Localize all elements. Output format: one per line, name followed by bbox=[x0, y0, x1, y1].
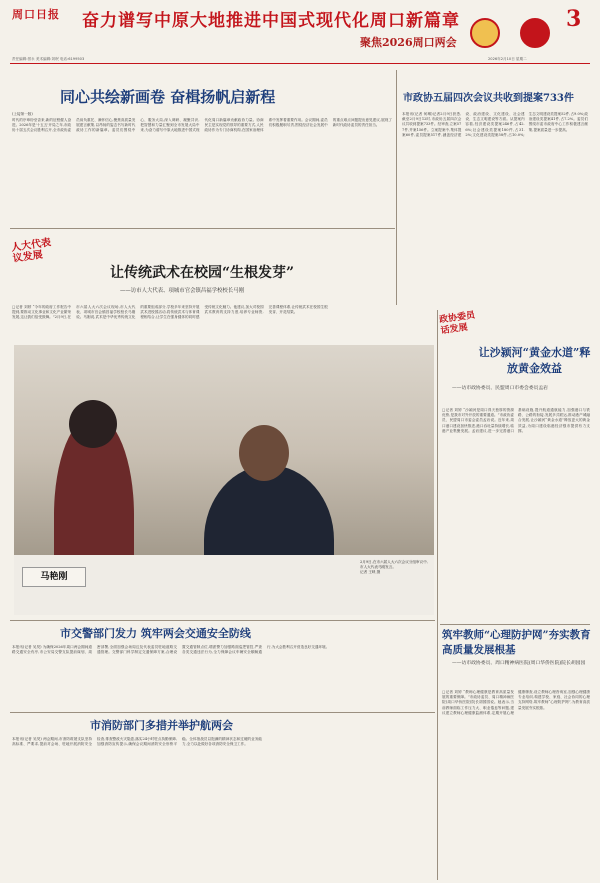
section-subtitle: 聚焦2026周口两会 bbox=[360, 36, 457, 49]
tag-line: 人大代表 bbox=[10, 237, 52, 254]
cppcc-emblem-icon bbox=[520, 18, 550, 48]
article6-title: 市交警部门发力 筑牢两会交通安全防线 bbox=[60, 627, 251, 640]
article1-intro: (上接第一版) bbox=[12, 112, 33, 116]
photo-caption: 2月9日,在市六届人大六次会议分组审议中,市人大代表马刚发言。 记者 王映 摄 bbox=[360, 560, 428, 574]
article4-subtitle: ——访市政协委员、民盟周口市委会委员孟岩 bbox=[452, 386, 548, 391]
tag-line: 话发展 bbox=[440, 322, 469, 337]
article1-title: 同心共绘新画卷 奋楫扬帆启新程 bbox=[60, 88, 276, 106]
author-line: □记者 刘婷 bbox=[442, 408, 462, 412]
article7-body bbox=[12, 737, 432, 877]
article5-text: “教师心理健康是教育高质量发展的重要保障。”市政协委员、周口精神病医院(周口华侨医院)院长胡园园说。她表示,当前教师面临工作压力大、职业倦怠等问题,建议建立教师心理健康监测体系,定期开展心理健康筛查,设立教师心理咨询室,加强心理健康专业培训,构建学校、家庭、社会协同的心理支持网络,筑牢教师“心理防护网”,为教育高质量发展夯实根基。 bbox=[442, 690, 590, 715]
newspaper-logo: 周口日报 bbox=[12, 8, 60, 21]
section-rule bbox=[10, 228, 395, 229]
article6-body bbox=[12, 645, 432, 707]
article6-text: 为确保2026年周口两会期间道路交通安全有序,市公安局交警支队提前谋划、周密部署,全面加强会场周边及代表委员驻地道路交通管理。交警部门科学制定交通保障方案,合理设置交通管制点位,增派警力加强路面巡逻管控,严查各类交通违法行为,全力保障会议车辆安全顺畅通行,为大会胜利召开营造良好交通环境。 bbox=[12, 645, 330, 655]
article3-title: 让传统武术在校园“生根发芽” bbox=[110, 265, 295, 281]
section-tag-npc bbox=[11, 237, 54, 264]
author-line: □记者 刘婷 bbox=[442, 690, 462, 694]
article5-subtitle: ——访市政协委员、周口精神病医院(周口华侨医院)院长胡园园 bbox=[452, 661, 586, 666]
article1-body: 时代的序章纷至沓来,新的征程催人奋进。2026年是'十五五'开局之年,市政协十届五次会议胜利召开,全市政协委员肩负重托、满怀信心,聚焦高质量发展建言献策,以昂扬的姿态书写新时代政协工作的新篇章。委员们围绕中心、服务大局,深入调研、凝聚共识,把智慧和力量汇聚到全市发展大局中来,为奋力谱写中原大地推进中国式现代化周口新篇章贡献政协力量。协商民主是实现党的领导的重要方式,人民政协作为专门协商机构,在国家治理体系中发挥着重要作用。会议期间,委员们积极履职尽责,围绕经济社会发展中的重点难点问题提出意见建议,展现了新时代政协委员的责任担当。 bbox=[12, 118, 392, 133]
national-emblem-icon bbox=[470, 18, 500, 48]
issue-date: 2026年2月10日 星期二 bbox=[488, 57, 527, 61]
page-number: 3 bbox=[566, 6, 582, 32]
author-line: □记者 刘婷 bbox=[12, 305, 32, 309]
nameplate: 马艳刚 bbox=[22, 567, 86, 587]
photo-person bbox=[69, 400, 117, 448]
author-line: 本报讯(记者 吴昊) bbox=[12, 737, 42, 741]
article7-text: 两会期间,市消防救援支队坚持高标准、严要求,提前对会场、驻地开展消防安全检查,排查整改火灾隐患,落实24小时驻点执勤保障,加强消防宣传提示,确保会议期间消防安全形势平稳。全体指战员以饱满的精神状态和过硬的业务能力,全力以赴做好各项消防安全保卫工作。 bbox=[12, 737, 262, 747]
tag-line: 议发展 bbox=[12, 249, 44, 265]
article4-body bbox=[442, 408, 590, 620]
article3-body bbox=[12, 305, 392, 341]
article5-body bbox=[442, 690, 590, 878]
column-divider bbox=[396, 70, 397, 305]
section-rule bbox=[10, 712, 435, 713]
article4-title: 让沙颍河“黄金水道”释放黄金效益 bbox=[478, 346, 591, 375]
masthead-rule bbox=[10, 63, 590, 64]
page-banner: 奋力谱写中原大地推进中国式现代化周口新篇章 bbox=[82, 11, 460, 31]
section-rule bbox=[10, 620, 435, 621]
article3-text: “今年的政府工作报告中提到,要推动文化事业和文化产业繁荣发展,这让我们倍受鼓舞。”2月9日,在市六届人大六次会议现场,市人大代表、项城市官会镇昌福学校校长马刚说。马刚说,武术是中华优秀传统文化的重要组成部分,学校多年来坚持开展武术进校园活动,将传统武术与体育课程相结合,让学生在强身健体的同时感受传统文化魅力。他建议,加大对校园武术教育的支持力度,培养专业师资,完善课程体系,让传统武术在校园生根发芽、开花结果。 bbox=[12, 305, 328, 320]
editor-line: 责任编辑:蔡永 美术编辑:刘珉 电话:6199503 bbox=[12, 57, 85, 61]
column-divider bbox=[437, 310, 438, 880]
tag-line: 政协委员 bbox=[438, 310, 476, 326]
section-rule bbox=[440, 624, 590, 625]
article7-title: 市消防部门多措并举护航两会 bbox=[90, 719, 233, 732]
article2-title: 市政协五届四次会议共收到提案733件 bbox=[403, 93, 574, 104]
article3-subtitle: ——访市人大代表、项城市官会镇昌福学校校长马刚 bbox=[120, 288, 244, 294]
photo-person bbox=[239, 425, 289, 481]
article2-body: 本报讯(记者 何琳)记者2月9日获悉,截至2月9日12时,市政协五届四次会议共收到提案733件。经审查,立案577件,并案156件。立案提案中,集体提案60件,委员提案517件,涵盖经济建设、政治建设、文化建设、社会建设、生态文明建设等方面。从提案内容看,经济建设类提案246件,占42.6%;社会建设类提案180件,占31.2%;文化建设类提案58件,占10.0%;生态文明建设类提案52件,占9.0%;政治建设类提案41件,占7.2%。委员们围绕市委市政府中心工作积极建言献策,提案质量进一步提高。 bbox=[402, 112, 588, 137]
article4-text: “沙颍河是周口得天独厚的资源优势,是我市对外开放的重要通道。”市政协委员、民盟周口市委会委员孟岩说。近年来,周口港口建设加快推进,港口吞吐量持续增长,临港产业集聚发展。孟岩建议,进一步完善港口基础设施,提升航道通航能力,加强港口与铁路、公路的衔接,发展多式联运,推动港产城融合发展,让沙颍河“黄金水道”释放更大的黄金效益,为周口建设临港经济强市提供有力支撑。 bbox=[442, 408, 590, 433]
author-line: 本报讯(记者 吴昊) bbox=[12, 645, 42, 649]
section-tag-cppcc bbox=[439, 311, 478, 338]
article5-title: 筑牢教师“心理防护网”夯实教育高质量发展根基 bbox=[442, 629, 591, 656]
